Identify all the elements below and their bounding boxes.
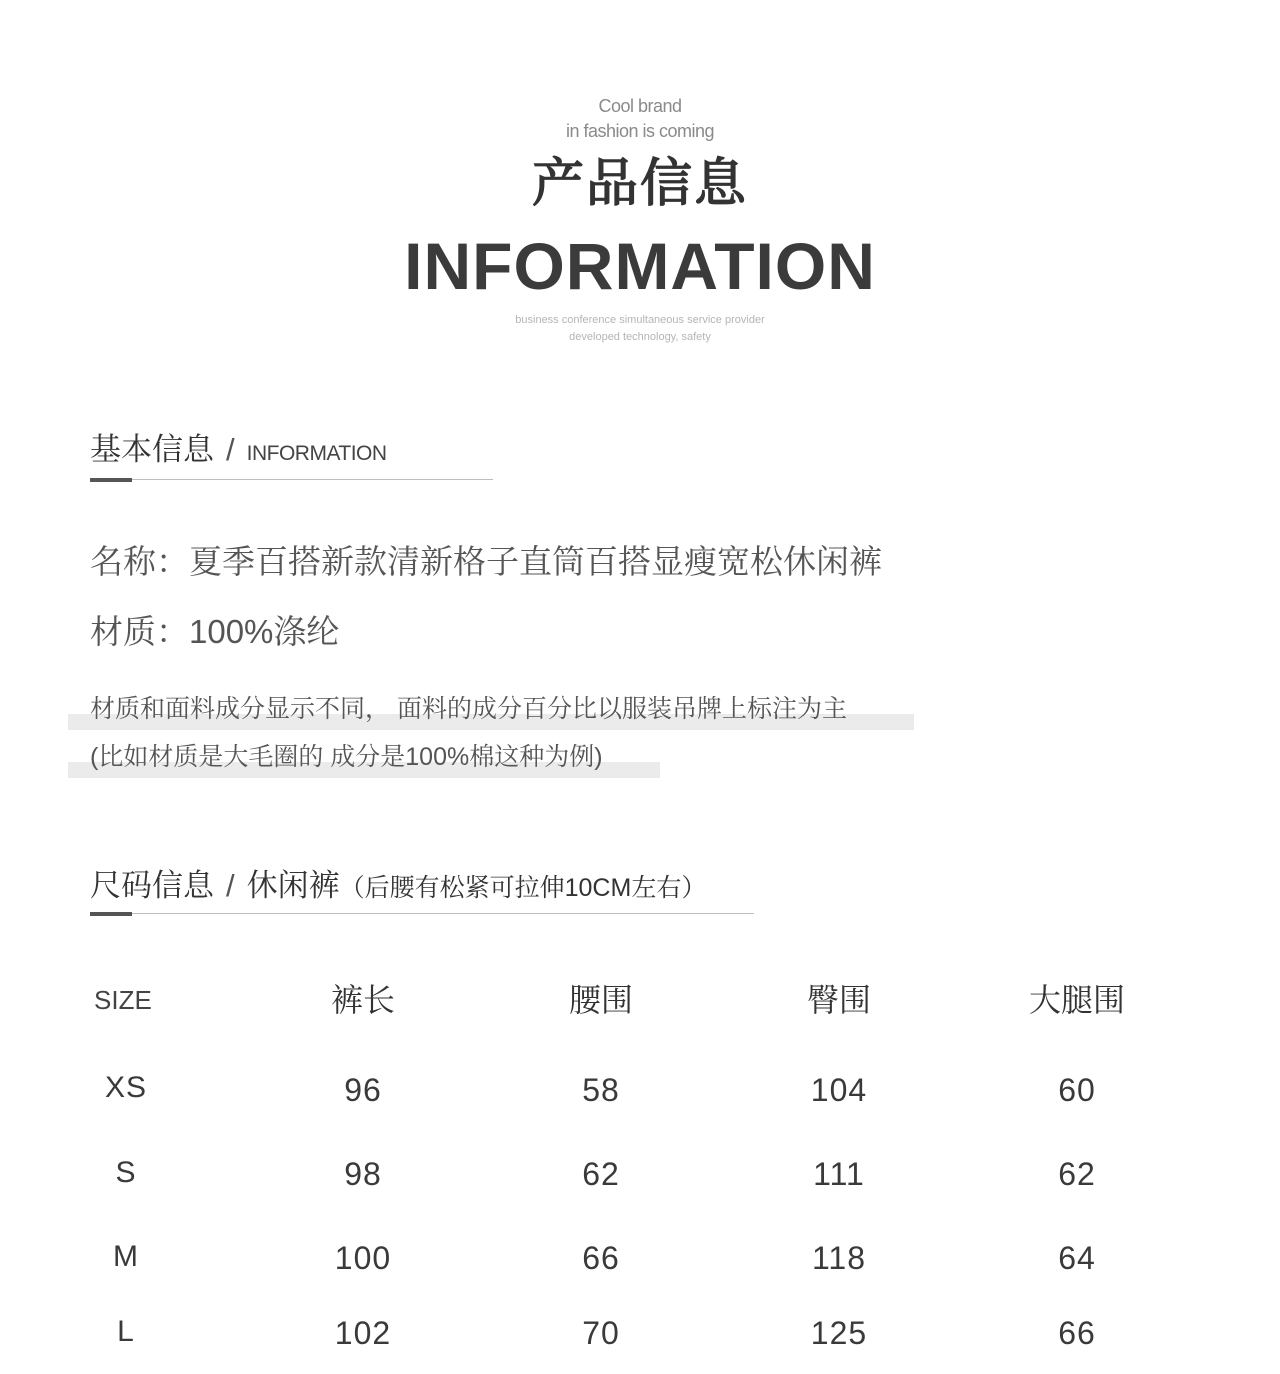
size-column-header: SIZE [94,985,152,1015]
basic-info-title-en: INFORMATION [246,442,387,465]
table-cell-thigh: 62 [1058,1156,1096,1192]
product-material: 材质：100%涤纶 [90,613,340,650]
basic-info-title-cn: 基本信息 [90,432,214,467]
table-cell-waist: 70 [582,1315,620,1351]
basic-info-divider [90,479,493,480]
table-cell-thigh: 66 [1058,1315,1096,1351]
brand-tagline-line2: in fashion is coming [565,121,715,141]
table-cell-thigh: 60 [1058,1072,1096,1108]
size-info-title-note: （后腰有松紧可拉伸10CM左右） [339,874,707,902]
length-column-header: 裤长 [330,982,395,1018]
product-name: 名称：夏季百搭新款清新格子直筒百搭显瘦宽松休闲裤 [90,543,882,580]
waist-column-header: 腰围 [568,982,633,1018]
page-title-cn: 产品信息 [531,154,748,214]
table-cell-thigh: 64 [1058,1240,1096,1276]
basic-info-heading [90,430,387,474]
table-cell-length: 96 [344,1072,382,1108]
header-subtext-line1: business conference simultaneous service provider [515,314,765,326]
table-cell-hip: 111 [813,1156,865,1192]
material-note-line2: (比如材质是大毛圈的 成分是100%棉这种为例) [90,743,603,771]
brand-tagline-line1: Cool brand [598,96,682,116]
size-info-heading [90,866,706,908]
heading-slash: / [226,868,235,903]
table-cell-waist: 58 [582,1072,620,1108]
size-info-title-sub: 休闲裤 [246,868,340,903]
size-info-divider-accent [90,912,132,916]
table-cell-waist: 66 [582,1240,620,1276]
material-note-line1: 材质和面料成分显示不同， 面料的成分百分比以服装吊牌上标注为主 [90,695,847,723]
table-row-size: XS [104,1071,148,1104]
page-title-en: INFORMATION [404,229,876,303]
thigh-column-header: 大腿围 [1028,982,1125,1018]
header-subtext-line2: developed technology, safety [569,331,711,343]
table-row-size: M [113,1240,139,1273]
table-cell-length: 98 [344,1156,382,1192]
table-row-size: L [117,1315,135,1348]
table-cell-hip: 125 [810,1315,868,1351]
table-cell-hip: 118 [811,1240,866,1276]
table-cell-length: 100 [334,1240,392,1276]
table-cell-waist: 62 [582,1156,620,1192]
table-row-size: S [115,1156,137,1189]
hip-column-header: 臀围 [806,982,871,1018]
size-info-title-cn: 尺码信息 [90,868,214,903]
basic-info-divider-accent [90,478,132,482]
size-info-divider [90,913,754,914]
table-cell-hip: 104 [810,1072,868,1108]
heading-slash: / [226,432,235,467]
table-cell-length: 102 [334,1315,392,1351]
